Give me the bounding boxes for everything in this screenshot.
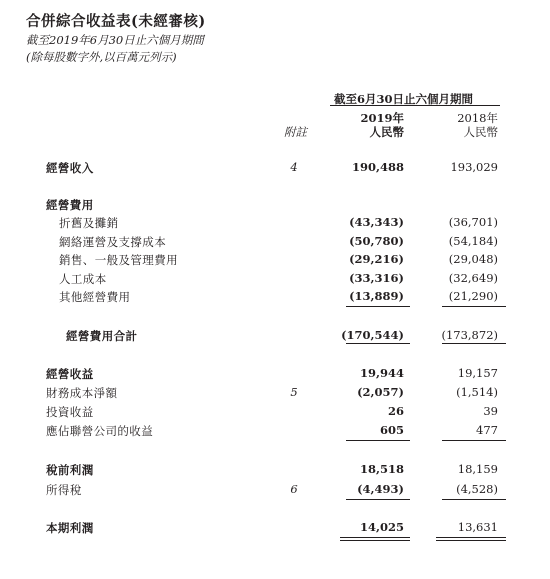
subtotal-rule-2019 [346,306,410,307]
period-subtitle: 截至2019年6月30日止六個月期間 [26,33,204,47]
row-label-total-expenses: 經營費用合計 [66,329,138,343]
row-2018-personnel: (32,649) [448,271,498,285]
income-tax-rule-2018 [442,499,506,500]
row-note-operating-revenue: 4 [290,160,298,174]
income-tax-rule-2019 [346,499,410,500]
row-label-personnel: 人工成本 [59,272,107,286]
row-2018-operating-revenue: 193,029 [450,160,498,174]
row-2018-profit-before-tax: 18,159 [457,462,498,476]
row-2018-sga: (29,048) [448,252,498,266]
row-2018-depreciation: (36,701) [448,215,498,229]
row-2019-profit-for-period: 14,025 [359,520,404,534]
row-2019-profit-before-tax: 18,518 [359,462,404,476]
row-label-income-tax: 所得稅 [46,483,82,497]
row-label-operating-expenses: 經營費用 [46,198,94,212]
profit-before-tax-rule-2018 [442,440,506,441]
statement-title: 合併綜合收益表(未經審核) [26,13,206,30]
final-rule-2018-bottom [436,540,506,541]
final-rule-2019-bottom [340,540,410,541]
row-2019-other-expenses: (13,889) [349,289,404,303]
row-label-depreciation: 折舊及攤銷 [59,216,119,230]
row-2019-sga: (29,216) [349,252,404,266]
row-2019-network-costs: (50,780) [349,234,404,248]
row-2019-depreciation: (43,343) [349,215,404,229]
row-label-profit-before-tax: 稅前利潤 [46,463,94,477]
row-2018-total-expenses: (173,872) [441,328,498,342]
row-label-operating-revenue: 經營收入 [46,161,94,175]
row-2019-operating-revenue: 190,488 [351,160,404,174]
row-note-finance-costs: 5 [290,385,298,399]
row-2018-network-costs: (54,184) [448,234,498,248]
row-2019-total-expenses: (170,544) [341,328,404,342]
row-2018-investment-income: 39 [483,404,498,418]
period-column-heading: 截至6月30日止六個月期間 [334,92,474,106]
subtotal-rule-2018 [442,306,506,307]
row-2018-other-expenses: (21,290) [448,289,498,303]
row-2018-operating-income: 19,157 [457,366,498,380]
period-heading-rule [330,105,500,106]
row-label-finance-costs: 財務成本淨額 [46,386,118,400]
row-2018-income-tax: (4,528) [456,482,498,496]
total-rule-2018 [442,343,506,344]
unit-subtitle: (除每股數字外,以百萬元列示) [26,50,177,64]
total-rule-2019 [346,343,410,344]
row-note-income-tax: 6 [290,482,298,496]
row-2018-finance-costs: (1,514) [456,385,498,399]
year-2019-heading: 2019年 [360,111,404,125]
row-label-investment-income: 投資收益 [46,405,94,419]
row-label-other-expenses: 其他經營費用 [59,290,131,304]
row-label-associates-share: 應佔聯營公司的收益 [46,424,154,438]
row-2019-income-tax: (4,493) [357,482,404,496]
row-2019-finance-costs: (2,057) [357,385,404,399]
currency-2019-heading: 人民幣 [369,125,404,139]
row-2019-operating-income: 19,944 [359,366,404,380]
final-rule-2019-top [340,537,410,538]
row-label-operating-income: 經營收益 [46,367,94,381]
row-2018-profit-for-period: 13,631 [457,520,498,534]
year-2018-heading: 2018年 [457,111,498,125]
row-label-profit-for-period: 本期利潤 [46,521,94,535]
currency-2018-heading: 人民幣 [463,125,498,139]
profit-before-tax-rule-2019 [346,440,410,441]
row-2019-investment-income: 26 [387,404,404,418]
final-rule-2018-top [436,537,506,538]
row-2019-associates-share: 605 [379,423,404,437]
row-2018-associates-share: 477 [476,423,498,437]
row-label-sga: 銷售、一般及管理費用 [59,253,178,267]
note-column-heading: 附註 [284,125,307,139]
row-label-network-costs: 網絡運營及支撐成本 [59,235,167,249]
row-2019-personnel: (33,316) [349,271,404,285]
